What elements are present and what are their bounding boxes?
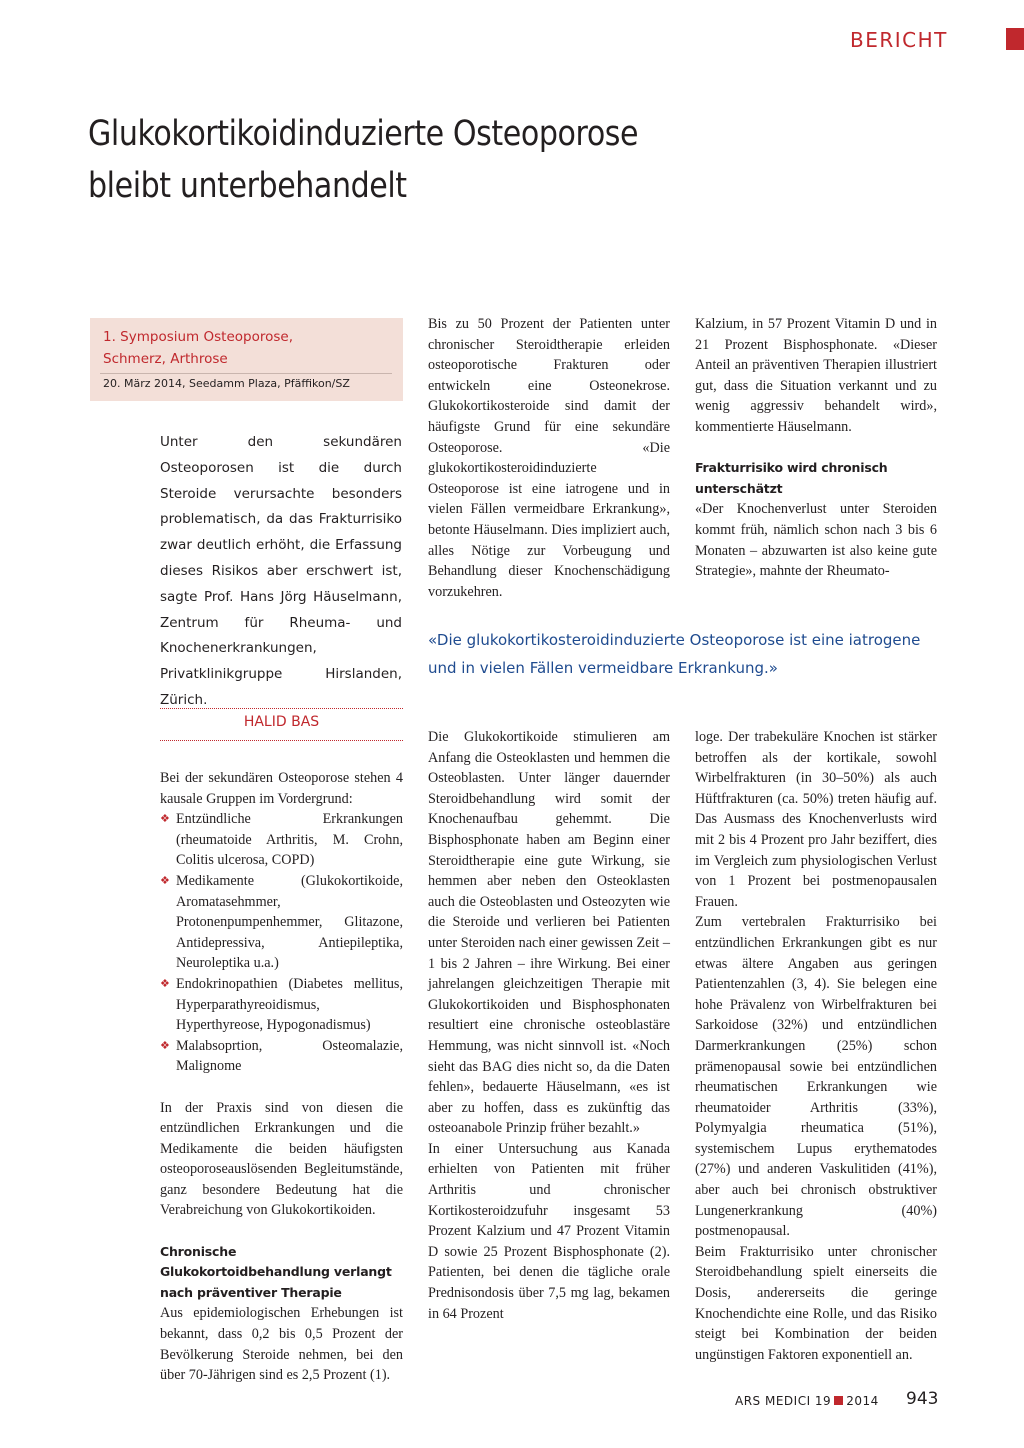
event-meta: 20. März 2014, Seedamm Plaza, Pfäffikon/SZ: [103, 377, 350, 390]
column-2-bottom: [428, 727, 670, 1324]
event-box: [90, 318, 403, 401]
diamond-bullet-icon: ❖: [160, 1039, 170, 1052]
footer-square-icon: [834, 1396, 843, 1405]
title-line-2: bleibt unterbehandelt: [88, 166, 407, 206]
col3-bottom-paragraph-1: loge. Der trabekuläre Knochen ist stärker betroffen als der kortikale, sowohl Wirbelfrakturen (in 30–50%) als auch Hüftfrakturen (ca. 50%) treten häufig auf. Das Ausmass des Knochenverlusts wird mit 2 bis 4 Prozent pro Jahr beziffert, dies im Vergleich zum physiologischen Verlust von 1 Prozent bei postmenopausalen Frauen.: [695, 729, 937, 910]
col1-intro: Bei der sekundären Osteoporose stehen 4 kausale Gruppen im Vordergrund:: [160, 770, 403, 807]
column-3-bottom: [695, 727, 937, 1365]
event-divider: [100, 373, 392, 374]
list-item: ❖ Entzündliche Erkrankungen (rheumatoide Arthritis, M. Crohn, Colitis ulcerosa, COPD): [160, 811, 403, 869]
col3-bottom-paragraph-2: Zum vertebralen Frakturrisiko bei entzündlichen Erkrankungen gibt es nur etwas ältere Angaben aus geringen Patientenzahlen (3, 4). Sie belegen eine hohe Prävalenz von Wirbelfrakturen bei Sarkoidose (32%) und entzündlichen Darmerkrankungen (25%) schon prämenopausal sowie bei entzündlichen rheumatischen Erkrankungen wie rheumatoider Arthritis (33%), Polymyalgia rheumatica (51%), systemischem Lupus erythematodes (27%) und anderen Vaskulitiden (41%), aber auch bei chronisch obstruktiver Lungenerkrankung (40%) postmenopausal.: [695, 914, 937, 1240]
column-1: [160, 768, 403, 1386]
column-2-top: [428, 314, 670, 602]
lead-paragraph: Unter den sekundären Osteoporosen ist die durch Steroide verursachte besonders problematisch, da das Frakturrisiko zwar deutlich erhöht, die Erfassung dieses Risikos aber erschwert ist, sagte Prof. Hans Jörg Häuselmann, Zentrum für Rheuma- und Knochenerkrankungen, Privatklinikgruppe Hirslanden, Zürich.: [160, 434, 402, 708]
pull-quote: «Die glukokortikosteroidinduzierte Osteoporose ist eine iatrogene und in vielen Fällen vermeidbare Erkrankung.»: [428, 631, 921, 677]
col3-top-paragraph-2: «Der Knochenverlust unter Steroiden kommt früh, nämlich schon nach 3 bis 6 Monaten – abzuwarten ist also keine gute Strategie», mahnte der Rheumato-: [695, 501, 937, 580]
author-rule-bottom: [160, 740, 403, 741]
cause-list: [160, 809, 403, 1077]
list-item: ❖ Malabsoprtion, Osteomalazie, Malignome: [160, 1037, 403, 1075]
list-item: ❖ Medikamente (Glukokortikoide, Aromatasehmmer, Protonenpumpenhemmer, Glitazone, Antidepressiva, Antiepileptika, Neuroleptika u.a.): [160, 872, 403, 972]
author-rule-top: [160, 708, 403, 709]
col2-top-paragraph: Bis zu 50 Prozent der Patienten unter chronischer Steroidtherapie erleiden osteoporotische Frakturen oder entwickeln eine Osteonekrose. Glukokortikosteroide sind damit der häufigste Grund für eine sekundäre Osteoporose. «Die glukokortikosteroidinduzierte Osteoporose ist eine iatrogene und in vielen Fällen vermeidbare Erkrankung», betonte Häuselmann. Dies impliziert auch, alles Nötige zur Vorbeugung und Behandlung dieser Knochenschädigung vorzukehren.: [428, 316, 670, 600]
event-name: 1. Symposium Osteoporose, Schmerz, Arthrose: [103, 329, 293, 367]
list-item: ❖ Endokrinopathien (Diabetes mellitus, Hyperparathyreoidismus, Hyperthyreose, Hypogonadismus): [160, 975, 403, 1034]
col3-top-paragraph-1: Kalzium, in 57 Prozent Vitamin D und in 21 Prozent Bisphosphonate. «Dieser Anteil an präventiven Therapien illustriert gut, dass die Situation verkannt und zu wenig aggressiv behandelt wird», kommentierte Häuselmann.: [695, 316, 937, 435]
journal-year: 2014: [846, 1394, 879, 1408]
article-title: [88, 108, 690, 212]
subheading-chronic-treatment: Chronische Glukokortoidbehandlung verlangt nach präventiver Therapie: [160, 1243, 392, 1300]
section-marker: [1006, 28, 1024, 50]
col2-bottom-paragraph-2: In einer Untersuchung aus Kanada erhielten von Patienten mit früher Arthritis und chronischer Kortikosteroidzufuhr insgesamt 53 Prozent Kalzium und 47 Prozent Vitamin D sowie 25 Prozent Bisphosphonate (2). Patienten, bei denen die tägliche orale Prednisondosis über 7,5 mg lag, bekamen in 64 Prozent: [428, 1140, 670, 1322]
diamond-bullet-icon: ❖: [160, 813, 170, 826]
author-name: HALID BAS: [243, 714, 320, 730]
journal-name: ARS MEDICI 19: [735, 1394, 832, 1408]
title-line-1: Glukokortikoidinduzierte Osteoporose: [88, 114, 639, 154]
col1-paragraph-3: Aus epidemiologischen Erhebungen ist bekannt, dass 0,2 bis 0,5 Prozent der Bevölkerung Steroide nehmen, bei den über 70-Jährigen sind es 2,5 Prozent (1).: [160, 1305, 403, 1384]
col2-bottom-paragraph-1: Die Glukokortikoide stimulieren am Anfang die Osteoklasten und hemmen die Osteoblasten. Unter länger dauernder Steroidbehandlung wird somit der Knochenaufbau gehemmt. Die Bisphosphonate haben am Beginn einer Steroidtherapie eine gute Wirkung, sie hemmen aber neben den Osteoklasten auch die Osteoblasten und Osteozyten wie die Steroide und verlieren bei Patienten unter Steroiden nach einer gewissen Zeit – 1 bis 2 Jahren – ihre Wirkung. Bei einer jahrelangen gleichzeitigen Therapie mit Glukokortikoiden und Bisphosphonaten resultiert eine chronische osteoblastäre Hemmung, was nicht sinnvoll ist. «Noch sieht das BAG dies nicht so, da die Daten fehlen», bedauerte Häuselmann, «es ist aber zu hoffen, dass es zukünftig das osteoanabole Prinzip früher bezahlt.»: [428, 729, 670, 1137]
subheading-fracture-risk: Frakturrisiko wird chronisch unterschätzt: [695, 460, 888, 496]
footer-journal: [735, 1394, 879, 1408]
diamond-bullet-icon: ❖: [160, 977, 170, 990]
column-3-top: [695, 314, 937, 582]
section-label: BERICHT: [850, 28, 948, 52]
diamond-bullet-icon: ❖: [160, 874, 170, 887]
page-number: 943: [906, 1389, 939, 1409]
col1-paragraph-2: In der Praxis sind von diesen die entzündlichen Erkrankungen und die Medikamente die beiden häufigsten osteoporoseauslösenden Begleitumstände, ganz besondere Bedeutung hat die Verabreichung von Glukokortikoiden.: [160, 1099, 403, 1219]
col3-bottom-paragraph-3: Beim Frakturrisiko unter chronischer Steroidbehandlung spielt einerseits die Dosis, andererseits die geringe Knochendichte eine Rolle, und das Risiko steigt bei Kombination der beiden ungünstigen Faktoren exponentiell an.: [695, 1243, 937, 1363]
